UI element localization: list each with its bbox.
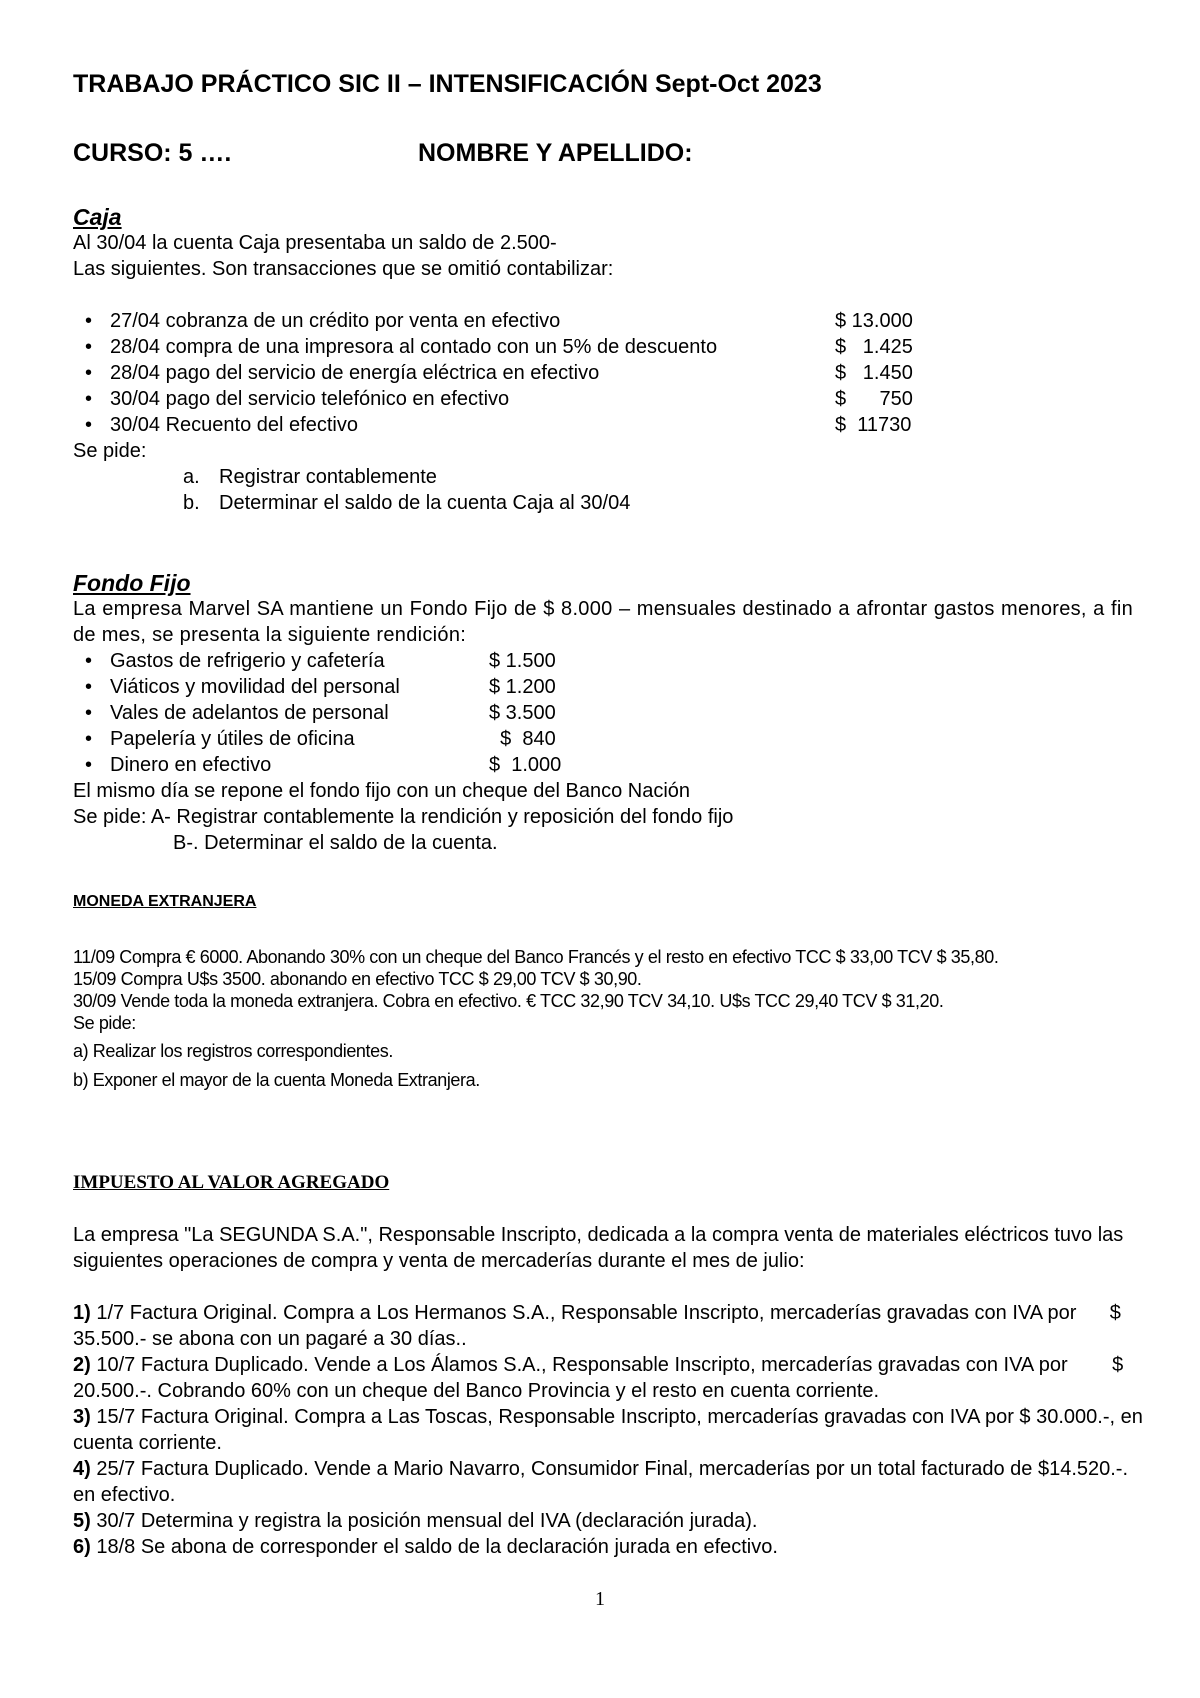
bullet-icon: •	[85, 650, 93, 672]
item-text: 25/7 Factura Duplicado. Vende a Mario Navarro, Consumidor Final, mercaderías por un total facturado de $14.520.-. en efectivo.	[73, 1458, 1129, 1506]
moneda-extranjera-section	[73, 892, 1133, 1091]
fondo-fijo-section	[73, 570, 1133, 856]
caja-intro-line-2: Las siguientes. Son transacciones que se omitió contabilizar:	[73, 258, 614, 280]
item-number: 1)	[73, 1302, 91, 1324]
list-item	[73, 752, 1133, 778]
bullet-icon: •	[85, 362, 93, 384]
moneda-task-a: a) Realizar los registros correspondientes.	[73, 1041, 393, 1061]
bullet-icon: •	[85, 676, 93, 698]
item-amount: $ 1.000	[489, 754, 562, 776]
item-text: Vales de adelantos de personal	[110, 702, 389, 724]
fondo-fijo-heading: Fondo Fijo	[73, 570, 191, 596]
caja-transactions-list	[73, 308, 1133, 438]
item-text: Gastos de refrigerio y cafetería	[110, 650, 385, 672]
iva-item	[73, 1456, 1143, 1508]
moneda-line-1: 11/09 Compra € 6000. Abonando 30% con un cheque del Banco Francés y el resto en efectivo TCC $ 33,00 TCV $ 35,80.	[73, 947, 999, 967]
item-text: 1/7 Factura Original. Compra a Los Hermanos S.A., Responsable Inscripto, mercaderías gravadas con IVA por $ 35.500.- se abona con un pagaré a 30 días..	[73, 1302, 1127, 1350]
item-text: 30/7 Determina y registra la posición mensual del IVA (declaración jurada).	[90, 1510, 758, 1532]
fondo-fijo-line-2: Se pide: A- Registrar contablemente la rendición y reposición del fondo fijo	[73, 806, 734, 828]
item-text: 18/8 Se abona de corresponder el saldo de la declaración jurada en efectivo.	[90, 1536, 778, 1558]
item-number: 2)	[73, 1354, 91, 1376]
bullet-icon: •	[85, 728, 93, 750]
caja-task-a	[73, 464, 1133, 490]
item-text: 27/04 cobranza de un crédito por venta en efectivo	[110, 310, 561, 332]
item-amount: $ 11730	[835, 414, 912, 436]
item-amount: $ 1.500	[489, 650, 556, 672]
caja-task-b	[73, 490, 1133, 516]
moneda-se-pide: Se pide:	[73, 1013, 136, 1033]
item-amount: $ 1.425	[835, 336, 913, 358]
item-number: 5)	[73, 1510, 91, 1532]
iva-section	[73, 1172, 1143, 1560]
iva-item	[73, 1352, 1143, 1404]
moneda-line-3: 30/09 Vende toda la moneda extranjera. Cobra en efectivo. € TCC 32,90 TCV 34,10. U$s TCC 29,40 TCV $ 31,20.	[73, 991, 944, 1011]
list-item	[73, 386, 1133, 412]
curso-label: CURSO: 5 ….	[73, 139, 232, 167]
item-text: Viáticos y movilidad del personal	[110, 676, 400, 698]
task-text: Determinar el saldo de la cuenta Caja al 30/04	[219, 492, 631, 514]
iva-item	[73, 1300, 1143, 1352]
item-text: 30/04 Recuento del efectivo	[110, 414, 358, 436]
item-text: 30/04 pago del servicio telefónico en efectivo	[110, 388, 510, 410]
nombre-apellido-label: NOMBRE Y APELLIDO:	[418, 139, 693, 167]
bullet-icon: •	[85, 388, 93, 410]
task-letter: b.	[183, 492, 200, 514]
item-text: Dinero en efectivo	[110, 754, 272, 776]
item-amount: $ 750	[835, 388, 913, 410]
caja-se-pide: Se pide:	[73, 440, 147, 462]
moneda-line-2: 15/09 Compra U$s 3500. abonando en efectivo TCC $ 29,00 TCV $ 30,90.	[73, 969, 642, 989]
task-text: Registrar contablemente	[219, 466, 437, 488]
moneda-heading: MONEDA EXTRANJERA	[73, 893, 257, 910]
item-amount: $ 1.450	[835, 362, 913, 384]
item-number: 6)	[73, 1536, 91, 1558]
item-amount: $ 13.000	[835, 310, 913, 332]
iva-heading: IMPUESTO AL VALOR AGREGADO	[73, 1172, 390, 1193]
item-text: 28/04 pago del servicio de energía eléctrica en efectivo	[110, 362, 600, 384]
caja-section	[73, 204, 1133, 516]
list-item	[73, 360, 1133, 386]
fondo-fijo-line-3: B-. Determinar el saldo de la cuenta.	[173, 832, 498, 854]
page-number: 1	[595, 1588, 605, 1610]
item-text: 10/7 Factura Duplicado. Vende a Los Álamos S.A., Responsable Inscripto, mercaderías gravadas con IVA por $ 20.500.-. Cobrando 60% con un cheque del Banco Provincia y el resto en cuenta corriente.	[73, 1354, 1129, 1402]
fondo-fijo-intro: La empresa Marvel SA mantiene un Fondo Fijo de $ 8.000 – mensuales destinado a afrontar gastos menores, a fin de mes, se presenta la siguiente rendición:	[73, 598, 1133, 646]
list-item	[73, 308, 1133, 334]
item-text: 28/04 compra de una impresora al contado con un 5% de descuento	[110, 336, 718, 358]
list-item	[73, 674, 1133, 700]
list-item	[73, 726, 1133, 752]
item-amount: $ 840	[489, 728, 556, 750]
bullet-icon: •	[85, 310, 93, 332]
bullet-icon: •	[85, 414, 93, 436]
bullet-icon: •	[85, 336, 93, 358]
document-title: TRABAJO PRÁCTICO SIC II – INTENSIFICACIÓN Sept-Oct 2023	[73, 70, 822, 98]
task-letter: a.	[183, 466, 200, 488]
item-text: 15/7 Factura Original. Compra a Las Toscas, Responsable Inscripto, mercaderías gravadas con IVA por $ 30.000.-, en cuenta corriente.	[73, 1406, 1143, 1454]
iva-item	[73, 1404, 1143, 1456]
list-item	[73, 412, 1133, 438]
item-number: 3)	[73, 1406, 91, 1428]
list-item	[73, 334, 1133, 360]
bullet-icon: •	[85, 754, 93, 776]
iva-intro: La empresa "La SEGUNDA S.A.", Responsable Inscripto, dedicada a la compra venta de materiales eléctricos tuvo las siguientes operaciones de compra y venta de mercaderías durante el mes de julio:	[73, 1224, 1124, 1272]
item-amount: $ 1.200	[489, 676, 556, 698]
item-number: 4)	[73, 1458, 91, 1480]
fondo-fijo-line-1: El mismo día se repone el fondo fijo con un cheque del Banco Nación	[73, 780, 691, 802]
caja-heading: Caja	[73, 204, 122, 230]
item-text: Papelería y útiles de oficina	[110, 728, 355, 750]
list-item	[73, 648, 1133, 674]
moneda-task-b: b) Exponer el mayor de la cuenta Moneda Extranjera.	[73, 1070, 480, 1090]
bullet-icon: •	[85, 702, 93, 724]
iva-item	[73, 1508, 1143, 1534]
iva-item	[73, 1534, 1143, 1560]
fondo-fijo-rendicion-list	[73, 648, 1133, 778]
list-item	[73, 700, 1133, 726]
caja-intro-line-1: Al 30/04 la cuenta Caja presentaba un saldo de 2.500-	[73, 232, 557, 254]
item-amount: $ 3.500	[489, 702, 556, 724]
